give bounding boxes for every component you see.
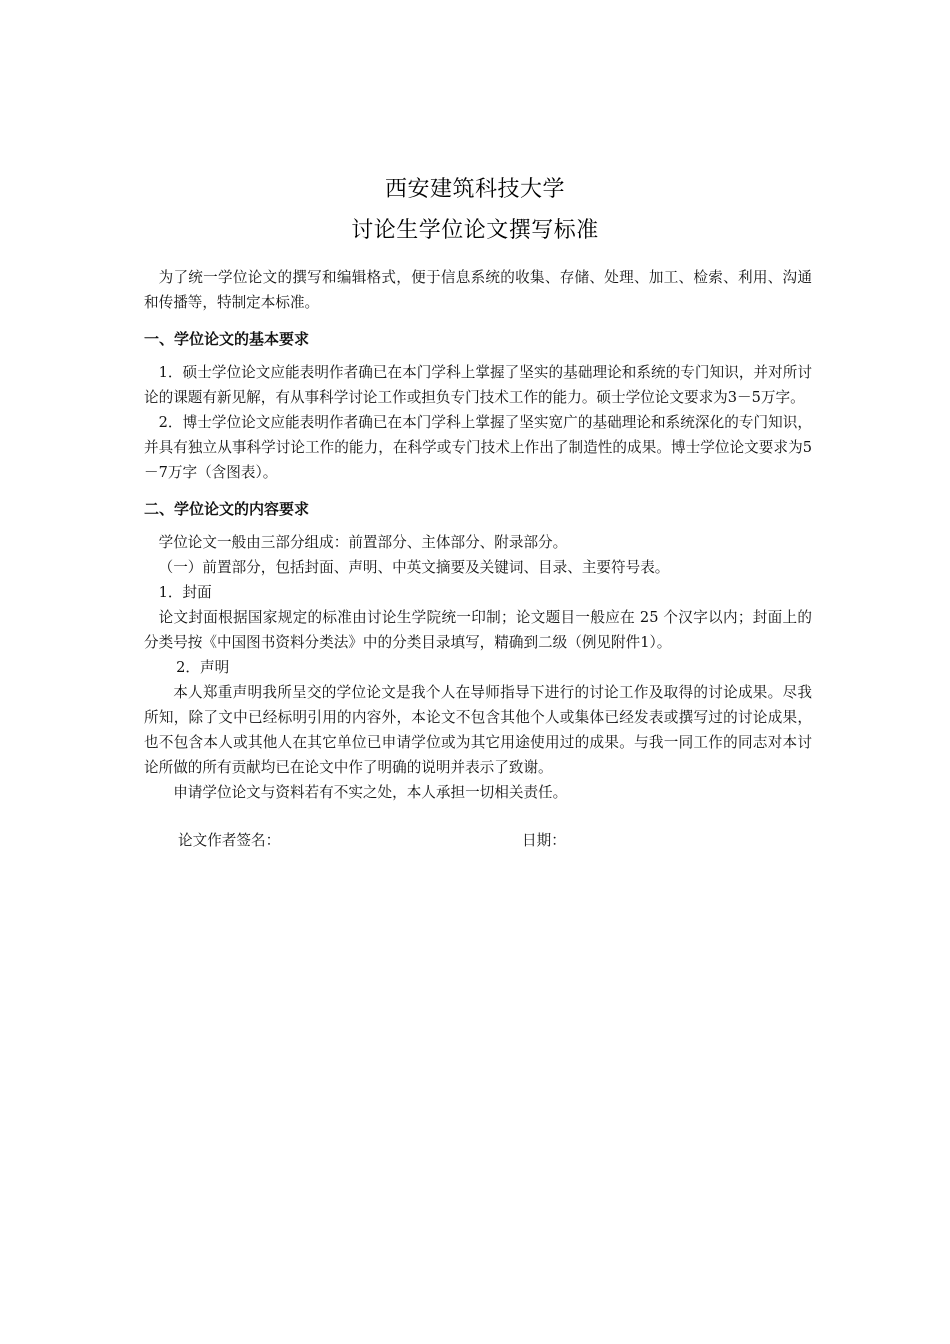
section-1-heading: 一、学位论文的基本要求: [144, 330, 310, 348]
requirement-doctor: 2．博士学位论文应能表明作者确已在本门学科上掌握了坚实宽广的基础理论和系统深化的专门知识，并具有独立从事科学讨论工作的能力，在科学或专门技术上作出了制造性的成果。博士学位论文要求为5－7万字（含图表）。: [144, 414, 812, 481]
content-intro: 学位论文一般由三部分组成：前置部分、主体部分、附录部分。: [158, 534, 568, 551]
cover-label: 1．封面: [158, 584, 212, 601]
intro-paragraph: 为了统一学位论文的撰写和编辑格式，便于信息系统的收集、存储、处理、加工、检索、利用、沟通和传播等，特制定本标准。: [144, 269, 812, 311]
cover-paragraph: 论文封面根据国家规定的标准由讨论生学院统一印制；论文题目一般应在 25 个汉字以内；封面上的分类号按《中国图书资料分类法》中的分类目录填写，精确到二级（例见附件1）。: [144, 609, 812, 651]
statement-paragraph: 本人郑重声明我所呈交的学位论文是我个人在导师指导下进行的讨论工作及取得的讨论成果。尽我所知，除了文中已经标明引用的内容外，本论文不包含其他个人或集体已经发表或撰写过的讨论成果，也不包含本人或其他人在其它单位已申请学位或为其它用途使用过的成果。与我一同工作的同志对本讨论所做的所有贡献均已在论文中作了明确的说明并表示了致谢。: [144, 684, 812, 776]
signature-row: [144, 828, 812, 853]
section-2-heading: 二、学位论文的内容要求: [144, 500, 310, 518]
university-title: 西安建筑科技大学: [384, 177, 565, 202]
date-label: 日期：: [522, 832, 566, 849]
requirement-master: 1．硕士学位论文应能表明作者确已在本门学科上掌握了坚实的基础理论和系统的专门知识，并对所讨论的课题有新见解，有从事科学讨论工作或担负专门技术工作的能力。硕士学位论文要求为3－5万字。: [144, 364, 812, 406]
front-matter-item: （一）前置部分，包括封面、声明、中英文摘要及关键词、目录、主要符号表。: [158, 559, 670, 576]
document-title: 讨论生学位论文撰写标准: [351, 218, 599, 243]
statement-label: 2．声明: [176, 659, 230, 676]
document-body: [144, 265, 812, 853]
author-signature-label: 论文作者签名：: [178, 832, 281, 849]
responsibility-paragraph: 申请学位论文与资料若有不实之处，本人承担一切相关责任。: [173, 784, 568, 801]
